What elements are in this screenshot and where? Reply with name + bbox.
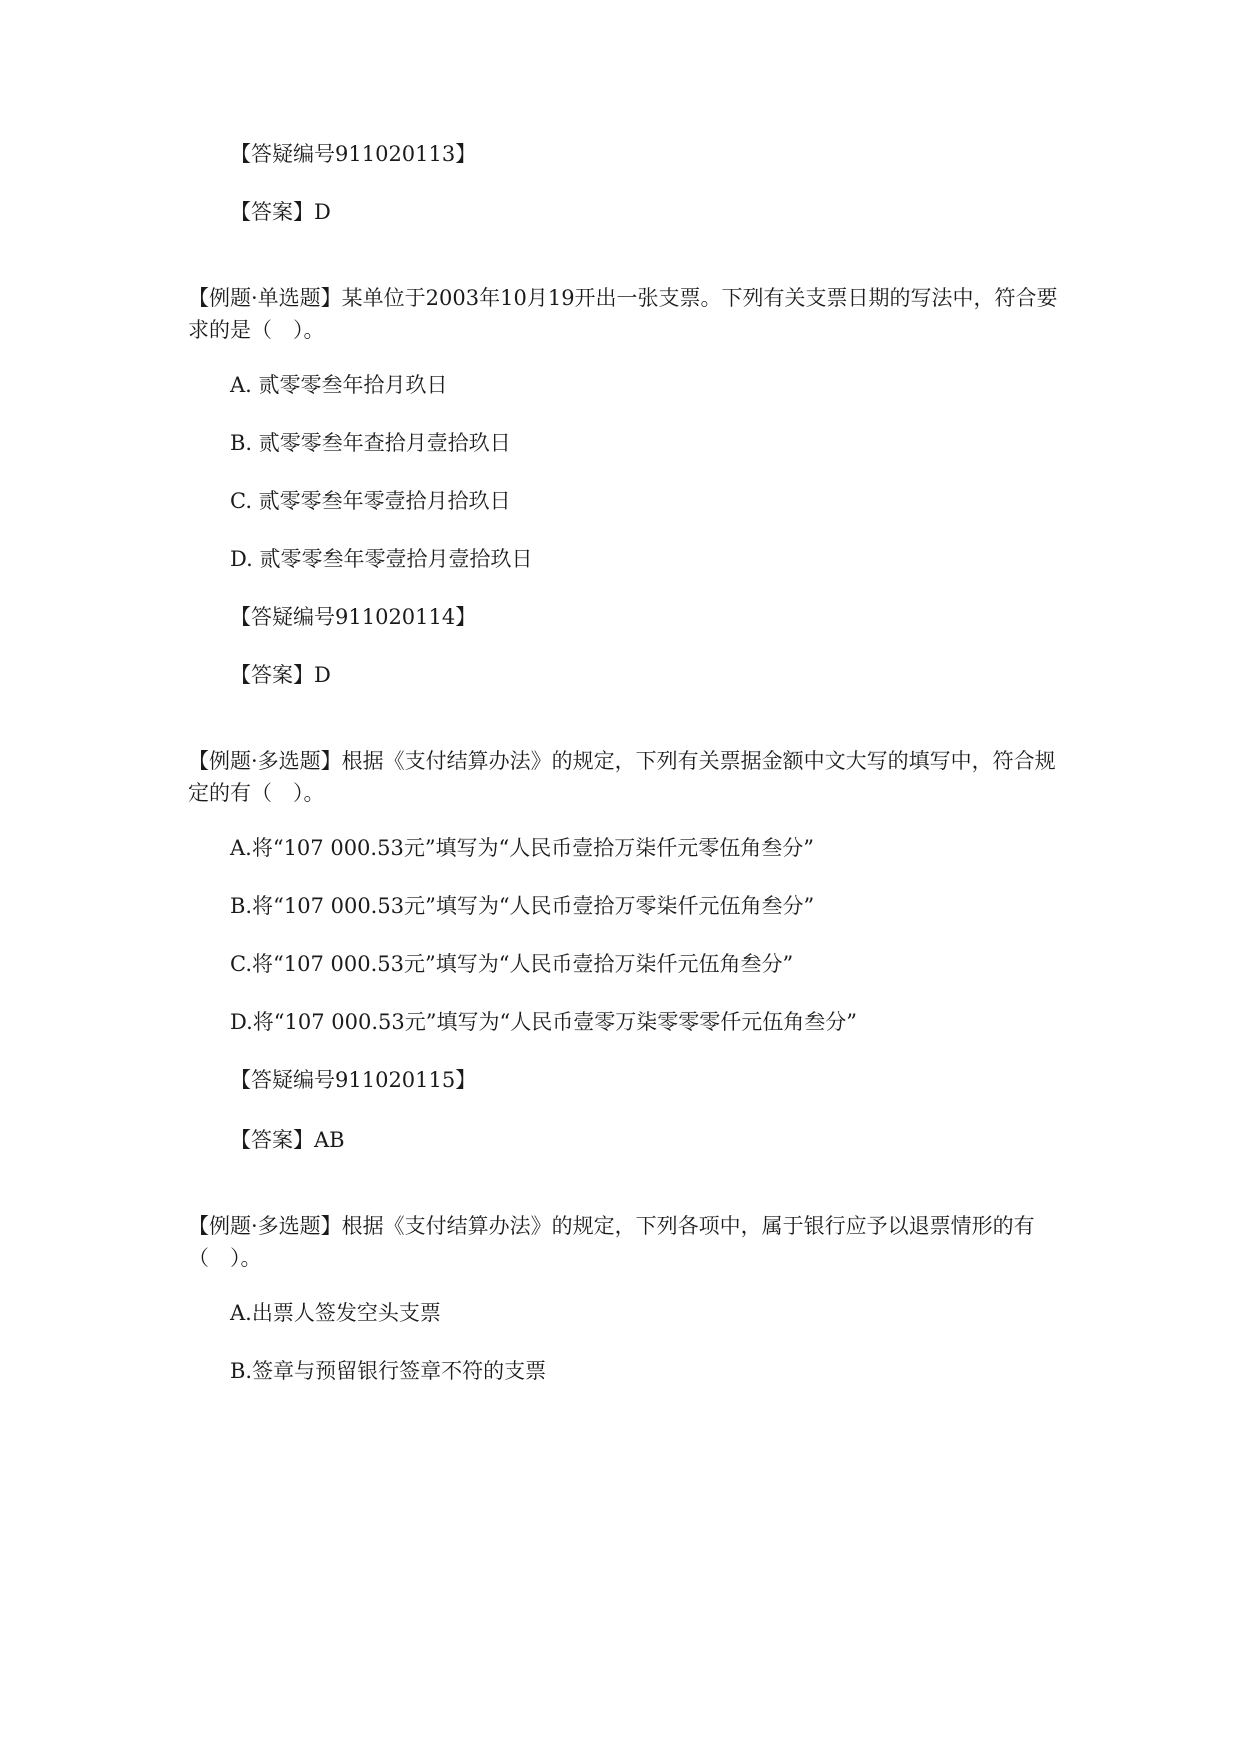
question-stem: 【例题·多选题】根据《支付结算办法》的规定，下列各项中，属于银行应予以退票情形的有（ ）。: [188, 1214, 1035, 1270]
answer: 【答案】AB: [230, 1128, 345, 1152]
option-d: D. 贰零零叁年零壹拾月壹拾玖日: [230, 547, 533, 571]
option-d: D.将“107 000.53元”填写为“人民币壹零万柒零零零仟元伍角叁分”: [230, 1010, 857, 1034]
answer: 【答案】D: [230, 663, 331, 687]
option-b: B.将“107 000.53元”填写为“人民币壹拾万零柒仟元伍角叁分”: [230, 894, 815, 918]
option-a: A.出票人签发空头支票: [230, 1301, 441, 1325]
option-b: B. 贰零零叁年查拾月壹拾玖日: [230, 431, 511, 455]
question-stem: 【例题·单选题】某单位于2003年10月19开出一张支票。下列有关支票日期的写法中，符合要求的是（ ）。: [188, 286, 1058, 342]
option-a: A. 贰零零叁年拾月玖日: [230, 373, 448, 397]
qa-code: 【答疑编号911020114】: [230, 605, 477, 629]
question-stem: 【例题·多选题】根据《支付结算办法》的规定，下列有关票据金额中文大写的填写中，符合规定的有（ ）。: [188, 749, 1056, 805]
qa-code: 【答疑编号911020115】: [230, 1068, 477, 1092]
answer: 【答案】D: [230, 200, 331, 224]
option-c: C. 贰零零叁年零壹拾月拾玖日: [230, 489, 511, 513]
option-a: A.将“107 000.53元”填写为“人民币壹拾万柒仟元零伍角叁分”: [230, 836, 815, 860]
qa-code: 【答疑编号911020113】: [230, 142, 477, 166]
option-c: C.将“107 000.53元”填写为“人民币壹拾万柒仟元伍角叁分”: [230, 952, 794, 976]
option-b: B.签章与预留银行签章不符的支票: [230, 1359, 547, 1383]
